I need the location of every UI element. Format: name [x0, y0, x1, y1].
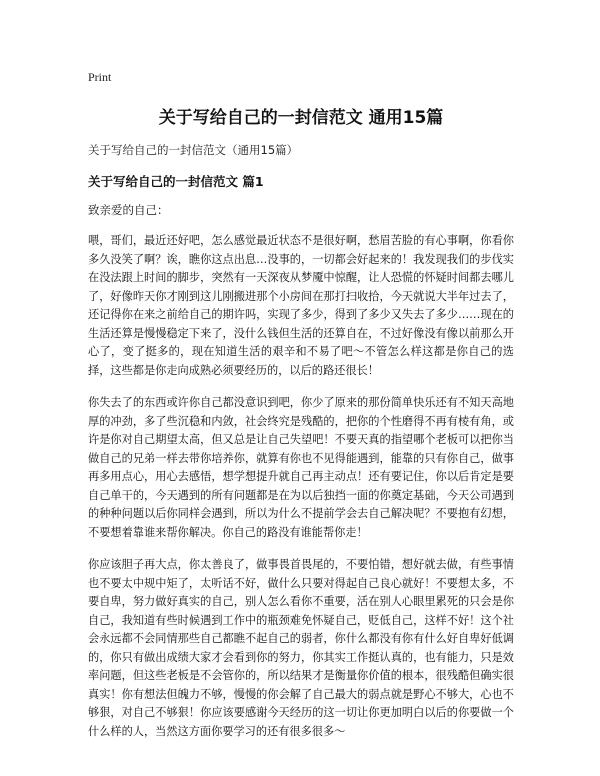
document-subtitle: 关于写给自己的一封信范文（通用15篇） — [88, 143, 299, 157]
document-title: 关于写给自己的一封信范文 通用15篇 — [158, 108, 444, 128]
letter-salutation: 致亲爱的自己： — [88, 203, 169, 217]
body-paragraph-2: 你失去了的东西或许你自己都没意识到吧，你少了原来的那份简单快乐还有不知天高地厚的冲劲，多了些沉稳和内敛，社会终究是残酷的，把你的个性磨得不再有棱有角，或许是你对自己期望太高，但又总是让自己失望吧！不要天真的指望哪个老板可以把你当做自己的兄弟一样去带你培养你，就算有你也不见得能遇到，能靠的只有你自己，做事再多用点心，用心去感悟，想学想提升就自己再主动点！还有要记住，你以后肯定是要自己单干的，今天遇到的所有问题都是在为以后独挡一面的你奠定基础，今天公司遇到的种种问题以后你同样会遇到，所以为什么不提前学会去自己解决呢？不要抱有幻想，不要想着靠谁来帮你解决。你自己的路没有谁能帮你走！ — [88, 396, 514, 539]
body-paragraph-1: 喂，哥们，最近还好吧，怎么感觉最近状态不是很好啊，愁眉苦脸的有心事啊，你看你多久没笑了啊？诶，瞧你这点出息…没事的，一切都会好起来的！我发现我们的步伐实在没法跟上时间的脚步，突然有一天深夜从梦魇中惊醒，让人恐慌的怀疑时间都去哪儿了，好像昨天你才刚到这儿刚搬进那个小房间在那打扫收拾，今天就说大半年过去了，还记得你在来之前给自己的期许吗，实现了多少，得到了多少又失去了多少……现在的生活还算是慢慢稳定下来了，没什么钱但生活的还算自在，不过好像没有像以前那么开心了，变了挺多的，现在知道生活的艰辛和不易了吧～不管怎么样这都是你自己的选择，这些都是你走向成熟必须要经历的，以后的路还很长！ — [88, 234, 514, 377]
section-heading: 关于写给自己的一封信范文 篇1 — [88, 174, 264, 189]
print-link[interactable]: Print — [88, 70, 112, 84]
body-paragraph-3: 你应该胆子再大点，你太善良了，做事畏首畏尾的，不要怕错，想好就去做，有些事情也不要太中规中矩了，太听话不好，做什么只要对得起自己良心就好！不要想太多，不要自卑，努力做好真实的自己，别人怎么看你不重要，活在别人心眼里累死的只会是你自己，我知道有些时候遇到工作中的瓶颈难免怀疑自己，贬低自己，这样不好！这个社会永远都不会同情那些自己都瞧不起自己的弱者，你什么都没有你有什么好自卑好低调的，你只有做出成绩大家才会看到你的努力，你其实工作挺认真的，也有能力，只是效率问题，但这些老板是不会管你的，所以结果才是衡量你价值的根本，很残酷但确实很真实！你有想法但魄力不够，慢慢的你会解了自己最大的弱点就是野心不够大，心也不够狠，对自己不够狠！你应该要感谢今天经历的这一切让你更加明白以后的你要做一个什么样的人，当然这方面你要学习的还有很多很多～ — [88, 558, 514, 738]
